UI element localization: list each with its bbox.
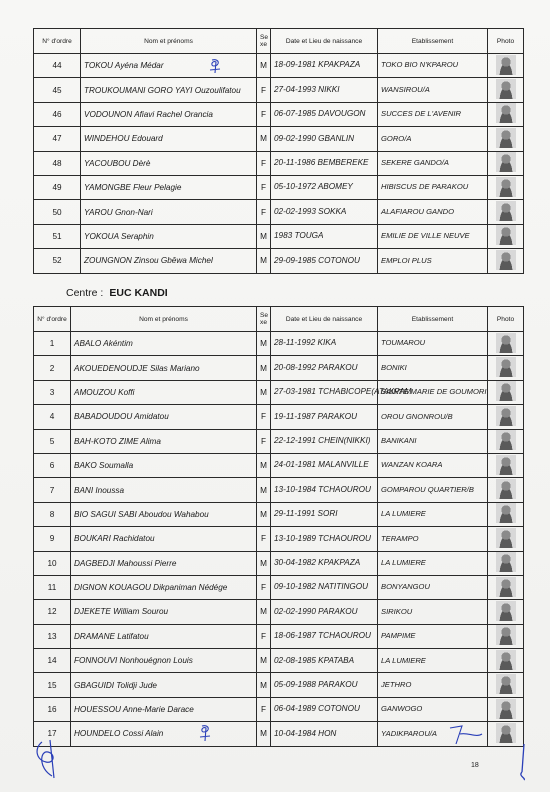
- order-cell: 46: [34, 102, 81, 126]
- candidate-photo: [496, 650, 516, 670]
- order-cell: 49: [34, 175, 81, 199]
- header-order: N° d'ordre: [34, 29, 81, 54]
- name-cell: BABADOUDOU Amidatou: [71, 405, 257, 429]
- birth-date-place-cell: 28-11-1992 KIKA: [271, 332, 378, 356]
- order-cell: 48: [34, 151, 81, 175]
- table-row: [34, 200, 524, 224]
- photo-cell: [488, 224, 524, 248]
- birth-date-place-cell: 18-09-1981 KPAKPAZA: [271, 54, 378, 78]
- sex-cell: M: [257, 722, 271, 746]
- table-row: [34, 453, 524, 477]
- sex-cell: M: [257, 356, 271, 380]
- order-cell: 52: [34, 249, 81, 273]
- sex-cell: M: [257, 54, 271, 78]
- school-cell: TERAMPO: [378, 527, 488, 551]
- table-row: [34, 502, 524, 526]
- order-cell: 5: [34, 429, 71, 453]
- school-cell: YADIKPAROU/A: [378, 722, 488, 746]
- school-cell: BONIKI: [378, 356, 488, 380]
- birth-date-place-cell: 06-04-1989 COTONOU: [271, 697, 378, 721]
- signature-mark-4: [32, 738, 66, 780]
- sex-cell: F: [257, 624, 271, 648]
- name-cell: TROUKOUMANI GORO YAYI Ouzoulifatou: [81, 78, 257, 102]
- candidate-photo: [496, 250, 516, 270]
- birth-date-place-cell: 29-09-1985 COTONOU: [271, 249, 378, 273]
- order-cell: 13: [34, 624, 71, 648]
- order-cell: 47: [34, 127, 81, 151]
- name-cell: FONNOUVI Nonhouégnon Louis: [71, 649, 257, 673]
- table-header-row: [34, 307, 524, 332]
- candidates-table-2: [33, 306, 524, 747]
- order-cell: 17: [34, 722, 71, 746]
- photo-cell: [488, 380, 524, 404]
- order-cell: 8: [34, 502, 71, 526]
- name-cell: DRAMANE Latifatou: [71, 624, 257, 648]
- candidate-photo: [496, 79, 516, 99]
- school-cell: LA LUMIERE: [378, 551, 488, 575]
- photo-cell: [488, 356, 524, 380]
- name-cell: YAROU Gnon-Nari: [81, 200, 257, 224]
- order-cell: 50: [34, 200, 81, 224]
- sex-cell: M: [257, 224, 271, 248]
- table-row: [34, 224, 524, 248]
- candidate-photo: [496, 503, 516, 523]
- school-cell: SAINTE MARIE DE GOUMORI: [378, 380, 488, 404]
- candidate-photo: [496, 225, 516, 245]
- header-name: Nom et prénoms: [81, 29, 257, 54]
- photo-cell: [488, 649, 524, 673]
- order-cell: 6: [34, 453, 71, 477]
- table-row: [34, 673, 524, 697]
- sex-cell: F: [257, 405, 271, 429]
- table-row: [34, 624, 524, 648]
- birth-date-place-cell: 20-08-1992 PARAKOU: [271, 356, 378, 380]
- order-cell: 15: [34, 673, 71, 697]
- birth-date-place-cell: 09-02-1990 GBANLIN: [271, 127, 378, 151]
- table-header-row: [34, 29, 524, 54]
- candidate-photo: [496, 601, 516, 621]
- sex-cell: M: [257, 380, 271, 404]
- order-cell: 51: [34, 224, 81, 248]
- name-cell: BIO SAGUI SABI Aboudou Wahabou: [71, 502, 257, 526]
- name-cell: BAKO Soumalla: [71, 453, 257, 477]
- birth-date-place-cell: 20-11-1986 BEMBEREKE: [271, 151, 378, 175]
- photo-cell: [488, 453, 524, 477]
- photo-cell: [488, 673, 524, 697]
- birth-date-place-cell: 10-04-1984 HON: [271, 722, 378, 746]
- sex-cell: F: [257, 697, 271, 721]
- order-cell: 12: [34, 600, 71, 624]
- photo-cell: [488, 54, 524, 78]
- name-cell: YAMONGBE Fleur Pelagie: [81, 175, 257, 199]
- table-row: [34, 380, 524, 404]
- table-row: [34, 551, 524, 575]
- birth-date-place-cell: 02-02-1993 SOKKA: [271, 200, 378, 224]
- name-cell: BAH-KOTO ZIME Alima: [71, 429, 257, 453]
- name-cell: BOUKARI Rachidatou: [71, 527, 257, 551]
- table-row: [34, 575, 524, 599]
- sex-cell: M: [257, 478, 271, 502]
- birth-date-place-cell: 06-07-1985 DAVOUGON: [271, 102, 378, 126]
- order-cell: 7: [34, 478, 71, 502]
- centre-name: EUC KANDI: [109, 287, 168, 299]
- header-school: Etablissement: [378, 29, 488, 54]
- birth-date-place-cell: 19-11-1987 PARAKOU: [271, 405, 378, 429]
- order-cell: 45: [34, 78, 81, 102]
- name-cell: DJEKETE William Sourou: [71, 600, 257, 624]
- school-cell: EMPLOI PLUS: [378, 249, 488, 273]
- name-cell: DIGNON KOUAGOU Dikpaniman Nédége: [71, 575, 257, 599]
- header-sex: Se xe: [257, 307, 271, 332]
- sex-cell: F: [257, 200, 271, 224]
- school-cell: TOKO BIO N'KPAROU: [378, 54, 488, 78]
- name-cell: ABALO Akéntim: [71, 332, 257, 356]
- school-cell: HIBISCUS DE PARAKOU: [378, 175, 488, 199]
- birth-date-place-cell: 13-10-1989 TCHAOUROU: [271, 527, 378, 551]
- centre-label: Centre :: [66, 287, 104, 299]
- sex-cell: M: [257, 249, 271, 273]
- school-cell: LA LUMIERE: [378, 649, 488, 673]
- sex-cell: M: [257, 127, 271, 151]
- photo-cell: [488, 624, 524, 648]
- sex-cell: F: [257, 151, 271, 175]
- birth-date-place-cell: 27-04-1993 NIKKI: [271, 78, 378, 102]
- table-row: [34, 78, 524, 102]
- header-sex: Se xe: [257, 29, 271, 54]
- school-cell: WANZAN KOARA: [378, 453, 488, 477]
- name-cell: AKOUEDENOUDJE Silas Mariano: [71, 356, 257, 380]
- order-cell: 2: [34, 356, 71, 380]
- school-cell: JETHRO: [378, 673, 488, 697]
- sex-cell: M: [257, 600, 271, 624]
- photo-cell: [488, 127, 524, 151]
- school-cell: SIRIKOU: [378, 600, 488, 624]
- school-cell: ALAFIAROU GANDO: [378, 200, 488, 224]
- sex-cell: M: [257, 332, 271, 356]
- sex-cell: M: [257, 649, 271, 673]
- birth-date-place-cell: 05-10-1972 ABOMEY: [271, 175, 378, 199]
- photo-cell: [488, 600, 524, 624]
- table-row: [34, 527, 524, 551]
- table-row: [34, 649, 524, 673]
- table-row: [34, 127, 524, 151]
- table-row: [34, 249, 524, 273]
- header-school: Etablissement: [378, 307, 488, 332]
- school-cell: BANIKANI: [378, 429, 488, 453]
- birth-date-place-cell: 24-01-1981 MALANVILLE: [271, 453, 378, 477]
- photo-cell: [488, 102, 524, 126]
- sex-cell: F: [257, 527, 271, 551]
- school-cell: SUCCES DE L'AVENIR: [378, 102, 488, 126]
- table-row: [34, 697, 524, 721]
- table-row: [34, 102, 524, 126]
- school-cell: GORO/A: [378, 127, 488, 151]
- candidate-photo: [496, 152, 516, 172]
- candidate-photo: [496, 103, 516, 123]
- signature-mark-1: [206, 56, 226, 76]
- candidate-photo: [496, 55, 516, 75]
- header-name: Nom et prénoms: [71, 307, 257, 332]
- school-cell: TOUMAROU: [378, 332, 488, 356]
- name-cell: HOUNDELO Cossi Alain: [71, 722, 257, 746]
- name-cell: YOKOUA Seraphin: [81, 224, 257, 248]
- name-cell: ZOUNGNON Zinsou Gbêwa Michel: [81, 249, 257, 273]
- name-cell: HOUESSOU Anne-Marie Darace: [71, 697, 257, 721]
- candidate-photo: [496, 430, 516, 450]
- birth-date-place-cell: 27-03-1981 TCHABICOPE(ATAKPAM: [271, 380, 378, 404]
- order-cell: 3: [34, 380, 71, 404]
- table-row: [34, 429, 524, 453]
- birth-date-place-cell: 02-08-1985 KPATABA: [271, 649, 378, 673]
- name-cell: AMOUZOU Koffi: [71, 380, 257, 404]
- candidate-photo: [496, 674, 516, 694]
- order-cell: 9: [34, 527, 71, 551]
- header-photo: Photo: [488, 307, 524, 332]
- sex-cell: M: [257, 551, 271, 575]
- header-photo: Photo: [488, 29, 524, 54]
- candidate-photo: [496, 699, 516, 719]
- photo-cell: [488, 527, 524, 551]
- sex-cell: F: [257, 575, 271, 599]
- order-cell: 14: [34, 649, 71, 673]
- candidate-photo: [496, 528, 516, 548]
- table-row: [34, 332, 524, 356]
- candidate-photo: [496, 577, 516, 597]
- table-row: [34, 175, 524, 199]
- name-cell: WINDEHOU Edouard: [81, 127, 257, 151]
- photo-cell: [488, 697, 524, 721]
- order-cell: 44: [34, 54, 81, 78]
- order-cell: 11: [34, 575, 71, 599]
- table-row: [34, 151, 524, 175]
- photo-cell: [488, 332, 524, 356]
- candidate-photo: [496, 455, 516, 475]
- sex-cell: M: [257, 673, 271, 697]
- table-row: [34, 478, 524, 502]
- header-order: N° d'ordre: [34, 307, 71, 332]
- signature-mark-5: [516, 742, 530, 782]
- candidate-photo: [496, 357, 516, 377]
- school-cell: LA LUMIERE: [378, 502, 488, 526]
- sex-cell: M: [257, 502, 271, 526]
- school-cell: WANSIROU/A: [378, 78, 488, 102]
- candidate-photo: [496, 177, 516, 197]
- sex-cell: F: [257, 175, 271, 199]
- photo-cell: [488, 429, 524, 453]
- candidate-photo: [496, 381, 516, 401]
- school-cell: PAMPIME: [378, 624, 488, 648]
- candidate-photo: [496, 552, 516, 572]
- school-cell: BONYANGOU: [378, 575, 488, 599]
- school-cell: SEKERE GANDO/A: [378, 151, 488, 175]
- table-row: [34, 54, 524, 78]
- photo-cell: [488, 575, 524, 599]
- photo-cell: [488, 502, 524, 526]
- birth-date-place-cell: 22-12-1991 CHEIN(NIKKI): [271, 429, 378, 453]
- sex-cell: M: [257, 453, 271, 477]
- name-cell: DAGBEDJI Mahoussi Pierre: [71, 551, 257, 575]
- order-cell: 16: [34, 697, 71, 721]
- photo-cell: [488, 551, 524, 575]
- photo-cell: [488, 478, 524, 502]
- table-row: [34, 600, 524, 624]
- candidate-photo: [496, 625, 516, 645]
- order-cell: 4: [34, 405, 71, 429]
- name-cell: TOKOU Ayéna Médar: [81, 54, 257, 78]
- school-cell: GANWOGO: [378, 697, 488, 721]
- birth-date-place-cell: 05-09-1988 PARAKOU: [271, 673, 378, 697]
- photo-cell: [488, 200, 524, 224]
- photo-cell: [488, 151, 524, 175]
- photo-cell: [488, 175, 524, 199]
- header-date-place: Date et Lieu de naissance: [271, 29, 378, 54]
- table-row: [34, 356, 524, 380]
- table-row: [34, 405, 524, 429]
- birth-date-place-cell: 30-04-1982 KPAKPAZA: [271, 551, 378, 575]
- signature-mark-2: [196, 722, 216, 744]
- photo-cell: [488, 405, 524, 429]
- birth-date-place-cell: 02-02-1990 PARAKOU: [271, 600, 378, 624]
- candidate-photo: [496, 128, 516, 148]
- photo-cell: [488, 249, 524, 273]
- candidate-photo: [496, 406, 516, 426]
- birth-date-place-cell: 29-11-1991 SORI: [271, 502, 378, 526]
- name-cell: GBAGUIDI Tolidji Jude: [71, 673, 257, 697]
- birth-date-place-cell: 09-10-1982 NATITINGOU: [271, 575, 378, 599]
- page-number: 18: [471, 762, 479, 769]
- name-cell: VODOUNON Afiavi Rachel Orancia: [81, 102, 257, 126]
- candidates-table-1: [33, 28, 524, 274]
- photo-cell: [488, 78, 524, 102]
- sex-cell: F: [257, 78, 271, 102]
- sex-cell: F: [257, 102, 271, 126]
- centre-title: [66, 287, 168, 299]
- order-cell: 1: [34, 332, 71, 356]
- school-cell: GOMPAROU QUARTIER/B: [378, 478, 488, 502]
- order-cell: 10: [34, 551, 71, 575]
- birth-date-place-cell: 18-06-1987 TCHAOUROU: [271, 624, 378, 648]
- school-cell: OROU GNONROU/B: [378, 405, 488, 429]
- candidate-photo: [496, 333, 516, 353]
- name-cell: YACOUBOU Dèrè: [81, 151, 257, 175]
- candidate-photo: [496, 723, 516, 743]
- name-cell: BANI Inoussa: [71, 478, 257, 502]
- school-cell: EMILIE DE VILLE NEUVE: [378, 224, 488, 248]
- header-date-place: Date et Lieu de naissance: [271, 307, 378, 332]
- signature-mark-3: [446, 722, 486, 750]
- sex-cell: F: [257, 429, 271, 453]
- birth-date-place-cell: 1983 TOUGA: [271, 224, 378, 248]
- candidate-photo: [496, 201, 516, 221]
- candidate-photo: [496, 479, 516, 499]
- birth-date-place-cell: 13-10-1984 TCHAOUROU: [271, 478, 378, 502]
